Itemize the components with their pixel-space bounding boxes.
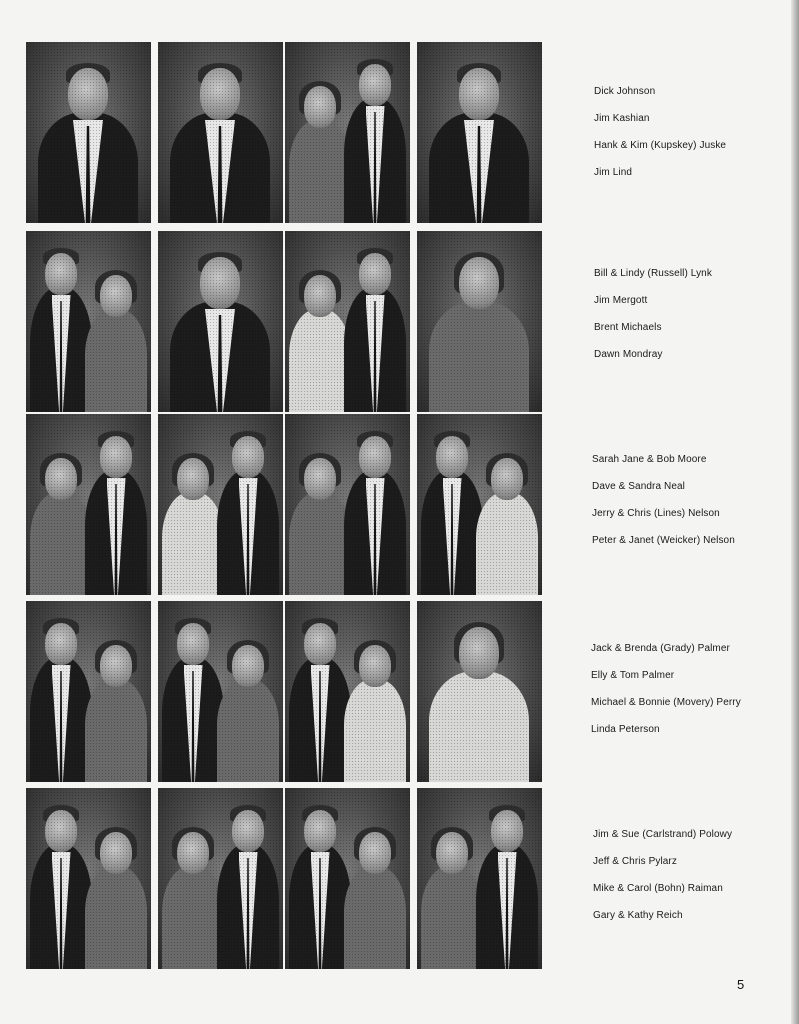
portrait-photo — [417, 601, 542, 782]
woman-figure — [289, 231, 351, 412]
portrait-photo — [285, 788, 410, 969]
portrait-photo — [417, 231, 542, 412]
person-name: Jerry & Chris (Lines) Nelson — [592, 508, 720, 519]
portrait-photo — [158, 414, 283, 595]
portrait-photo — [417, 414, 542, 595]
person-name: Jim Lind — [594, 167, 633, 178]
woman-figure — [217, 601, 279, 782]
woman-figure — [344, 601, 406, 782]
man-figure — [170, 231, 270, 412]
man-figure — [344, 414, 406, 595]
portrait-photo — [26, 231, 151, 412]
man-figure — [289, 788, 351, 969]
portrait-photo — [26, 788, 151, 969]
man-figure — [30, 788, 92, 969]
woman-figure — [289, 414, 351, 595]
portrait-photo — [417, 42, 542, 223]
woman-figure — [476, 414, 538, 595]
portrait-photo — [158, 601, 283, 782]
woman-figure — [30, 414, 92, 595]
woman-figure — [162, 788, 224, 969]
person-name: Dave & Sandra Neal — [592, 481, 685, 492]
person-name: Michael & Bonnie (Movery) Perry — [591, 697, 741, 708]
names-block — [593, 828, 753, 936]
person-name: Gary & Kathy Reich — [593, 910, 683, 921]
man-figure — [30, 601, 92, 782]
person-name: Bill & Lindy (Russell) Lynk — [594, 268, 712, 279]
portrait-photo — [158, 788, 283, 969]
man-figure — [217, 788, 279, 969]
portrait-photo — [417, 788, 542, 969]
person-name: Mike & Carol (Bohn) Raiman — [593, 883, 723, 894]
woman-figure — [429, 601, 529, 782]
portrait-photo — [285, 42, 410, 223]
man-figure — [38, 42, 138, 223]
woman-figure — [421, 788, 483, 969]
person-name: Dick Johnson — [594, 86, 656, 97]
portrait-photo — [285, 231, 410, 412]
portrait-photo — [285, 601, 410, 782]
man-figure — [85, 414, 147, 595]
page-number: 5 — [737, 977, 745, 992]
man-figure — [217, 414, 279, 595]
names-block — [592, 453, 752, 561]
person-name: Elly & Tom Palmer — [591, 670, 675, 681]
person-name: Jeff & Chris Pylarz — [593, 856, 677, 867]
portrait-photo — [158, 231, 283, 412]
person-name: Hank & Kim (Kupskey) Juske — [594, 140, 727, 151]
portrait-photo — [26, 414, 151, 595]
man-figure — [344, 42, 406, 223]
person-name: Jim & Sue (Carlstrand) Polowy — [593, 829, 733, 840]
names-block — [594, 267, 754, 375]
portrait-photo — [26, 42, 151, 223]
woman-figure — [344, 788, 406, 969]
person-name: Jim Mergott — [594, 295, 648, 306]
portrait-photo — [285, 414, 410, 595]
person-name: Sarah Jane & Bob Moore — [592, 454, 707, 465]
person-name: Peter & Janet (Weicker) Nelson — [592, 535, 735, 546]
portrait-photo — [26, 601, 151, 782]
woman-figure — [289, 42, 351, 223]
woman-figure — [85, 788, 147, 969]
person-name: Jim Kashian — [594, 113, 650, 124]
man-figure — [344, 231, 406, 412]
person-name: Linda Peterson — [591, 724, 660, 735]
man-figure — [429, 42, 529, 223]
names-block — [591, 642, 751, 750]
person-name: Brent Michaels — [594, 322, 662, 333]
man-figure — [162, 601, 224, 782]
man-figure — [30, 231, 92, 412]
woman-figure — [85, 231, 147, 412]
woman-figure — [162, 414, 224, 595]
photo-grid — [26, 42, 538, 970]
man-figure — [289, 601, 351, 782]
person-name: Dawn Mondray — [594, 349, 663, 360]
man-figure — [476, 788, 538, 969]
person-name: Jack & Brenda (Grady) Palmer — [591, 643, 730, 654]
woman-figure — [85, 601, 147, 782]
portrait-photo — [158, 42, 283, 223]
page-edge — [791, 0, 799, 1024]
woman-figure — [429, 231, 529, 412]
man-figure — [421, 414, 483, 595]
man-figure — [170, 42, 270, 223]
names-block — [594, 85, 754, 193]
